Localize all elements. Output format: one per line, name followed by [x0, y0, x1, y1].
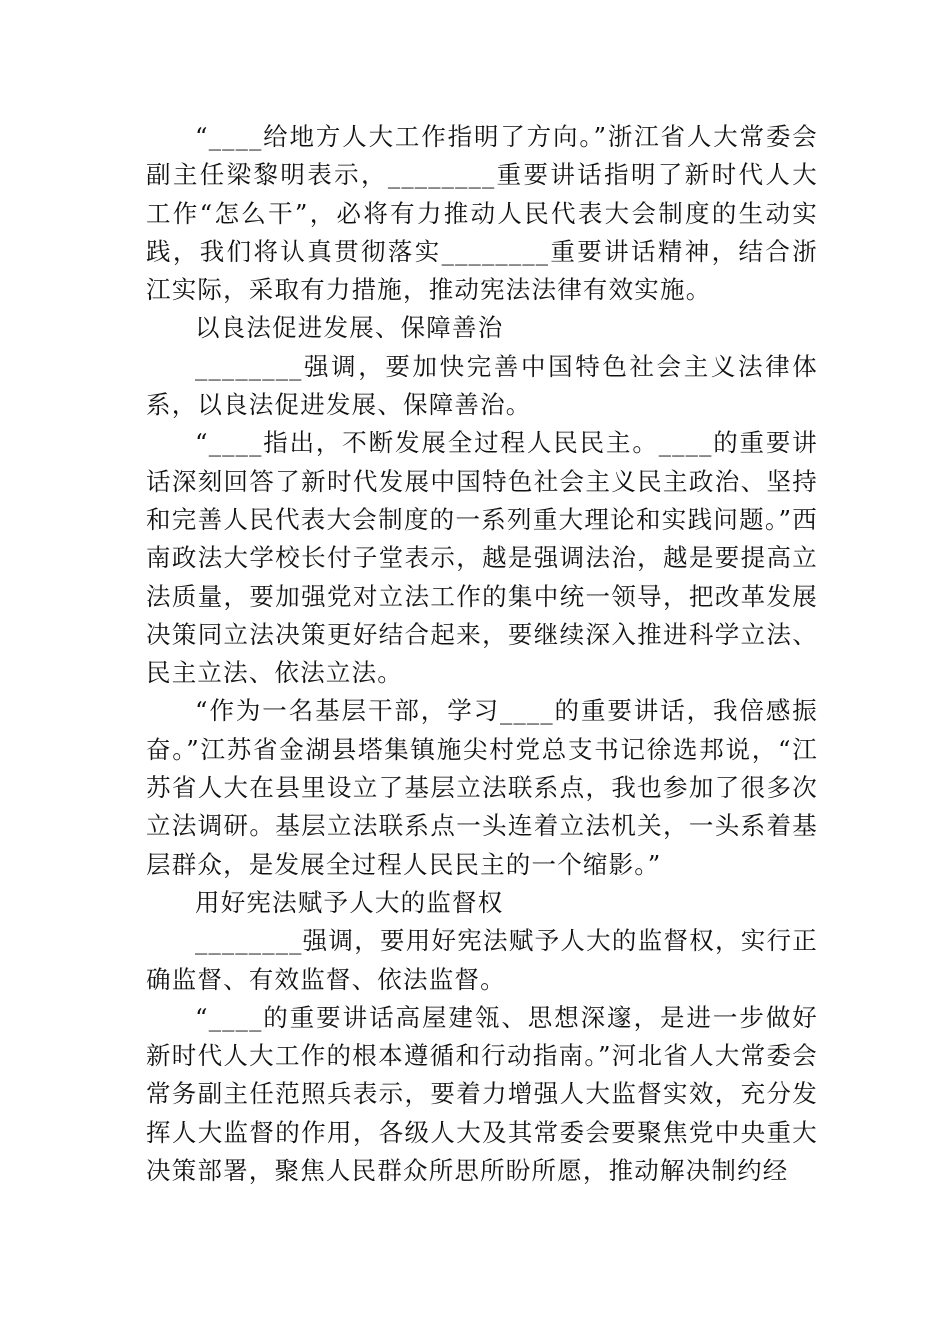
- paragraph-4: “作为一名基层干部，学习____的重要讲话，我倍感振奋。”江苏省金湖县塔集镇施尖村党总支书记徐选邦说，“江苏省人大在县里设立了基层立法联系点，我也参加了很多次立法调研。基层立法联系点一头连着立法机关，一头系着基层群众，是发展全过程人民民主的一个缩影。”: [146, 696, 818, 879]
- paragraph-3: “____指出，不断发展全过程人民民主。____的重要讲话深刻回答了新时代发展中国特色社会主义民主政治、坚持和完善人民代表大会制度的一系列重大理论和实践问题。”西南政法大学校长付子堂表示，越是强调法治，越是要提高立法质量，要加强党对立法工作的集中统一领导，把改革发展决策同立法决策更好结合起来，要继续深入推进科学立法、民主立法、依法立法。: [146, 428, 818, 688]
- document-body: [146, 118, 818, 1190]
- section-heading-1: 以良法促进发展、保障善治: [195, 313, 504, 343]
- paragraph-1: “____给地方人大工作指明了方向。”浙江省人大常委会副主任梁黎明表示，________重要讲话指明了新时代人大工作“怎么干”，必将有力推动人民代表大会制度的生动实践，我们将认真贯彻落实________重要讲话精神，结合浙江实际，采取有力措施，推动宪法法律有效实施。: [146, 122, 818, 305]
- paragraph-5: ________强调，要用好宪法赋予人大的监督权，实行正确监督、有效监督、依法监督。: [146, 926, 818, 994]
- paragraph-6: “____的重要讲话高屋建瓴、思想深邃，是进一步做好新时代人大工作的根本遵循和行动指南。”河北省人大常委会常务副主任范照兵表示，要着力增强人大监督实效，充分发挥人大监督的作用，各级人大及其常委会要聚焦党中央重大决策部署，聚焦人民群众所思所盼所愿，推动解决制约经: [146, 1002, 818, 1186]
- section-heading-2: 用好宪法赋予人大的监督权: [195, 887, 504, 917]
- paragraph-2: ________强调，要加快完善中国特色社会主义法律体系，以良法促进发展、保障善治。: [146, 351, 818, 420]
